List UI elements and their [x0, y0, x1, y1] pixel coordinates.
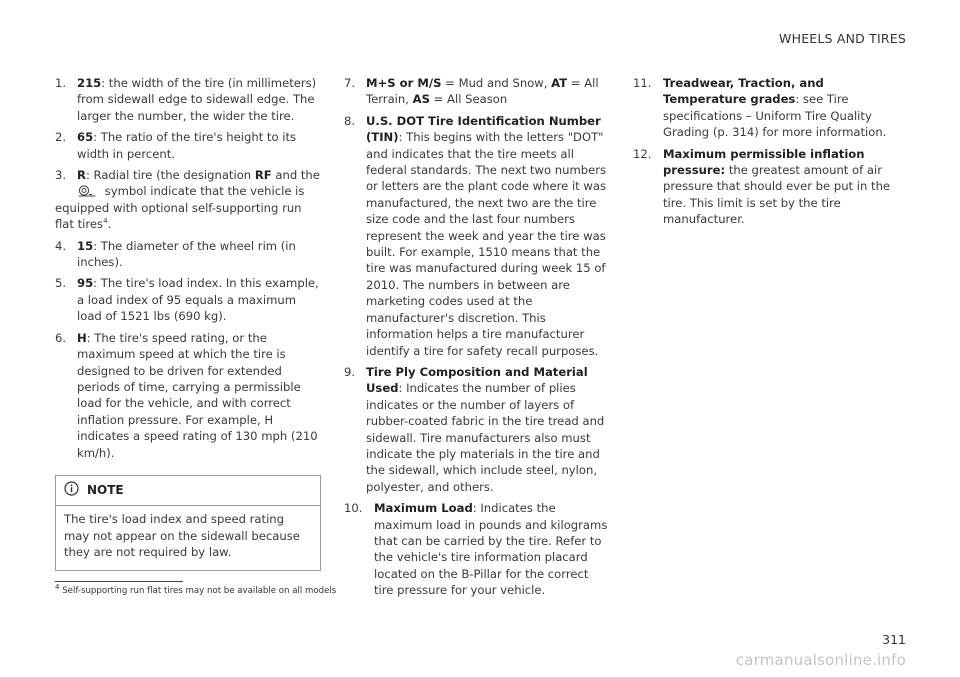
list-item — [344, 500, 611, 598]
note-box — [55, 475, 321, 571]
item-term: 95 — [77, 276, 94, 291]
item-text: : This begins with the letters "DOT" and indicates that the tire meets all federal standards. The next two numbers or letters are the plant code where it was manufactured, the next two are the tire size code and the last four numbers represent the week and year the tire was built. For example, 1510 means that the tire was manufactured during week 15 of 2010. The numbers in between are marketing codes used at the manufacturer's discretion. This information helps a tire manufacturer identify a tire for safety recall purposes. — [366, 130, 607, 358]
item-term: AT — [551, 76, 568, 90]
note-text: The tire's load index and speed rating may not appear on the sidewall because they are not required by law. — [64, 512, 300, 560]
item-text: : The diameter of the wheel rim (in inches). — [77, 238, 296, 270]
item-number: 10. — [344, 501, 363, 516]
item-number: 9. — [344, 364, 356, 379]
section-header: WHEELS AND TIRES — [779, 31, 906, 46]
list-item — [55, 238, 321, 271]
footnote-marker: 4 — [55, 583, 60, 592]
item-text: the greatest amount of air pressure that should ever be put in the tire. This limit is set by the tire manufacturer. — [663, 163, 891, 227]
item-continuation — [55, 183, 321, 232]
list-item — [55, 167, 321, 233]
footnote — [55, 583, 337, 597]
item-number: 5. — [55, 276, 67, 291]
item-number: 3. — [55, 168, 67, 183]
list-item — [55, 275, 321, 324]
item-text: : Radial tire (the designation — [85, 168, 255, 183]
list-item — [55, 129, 321, 162]
item-number: 11. — [633, 76, 652, 90]
item-number: 6. — [55, 330, 67, 345]
note-header — [56, 476, 320, 506]
item-term: 215 — [77, 76, 102, 90]
item-text: : Indicates the number of plies indicates or the number of layers of rubber-coated fabric in the tire tread and sidewall. Tire manufacturers also must indicate the ply materials in the tire and the sidewall, which include steel, nylon, polyester, and others. — [366, 381, 605, 494]
note-title: NOTE — [87, 483, 124, 498]
item-text: : The tire's speed rating, or the maximum speed at which the tire is designed to be driven for extended periods of time, carrying a permissible load for the vehicle, and with correct inflation pressure. For example, H indicates a speed rating of 130 mph (210 km/h). — [77, 330, 318, 460]
footnote-divider — [55, 581, 183, 582]
list-item — [344, 75, 611, 108]
item-term: 15 — [77, 238, 94, 253]
list-item — [633, 146, 900, 228]
list-item — [55, 75, 321, 124]
item-number: 8. — [344, 113, 356, 128]
item-text: : The tire's load index. In this example, a load index of 95 equals a maximum load of 1521 lbs (690 kg). — [77, 276, 319, 324]
item-text: and the — [271, 168, 320, 183]
item-number: 7. — [344, 76, 356, 90]
list-item — [344, 364, 611, 495]
item-number: 4. — [55, 238, 67, 253]
item-term: Tire Ply Composition and Material Used — [366, 364, 588, 396]
item-term: 65 — [77, 130, 94, 145]
item-term: Maximum Load — [374, 501, 473, 516]
item-term: U.S. DOT Tire Identification Number (TIN) — [366, 113, 601, 145]
footnote-reference: 4 — [103, 217, 108, 226]
item-term: M+S or M/S — [366, 76, 442, 90]
item-number: 1. — [55, 76, 67, 90]
item-text: : Indicates the maximum load in pounds and kilograms that can be carried by the tire. Refer to the vehicle's tire information placard located on the B-Pillar for the correct tire pressure for your vehicle. — [374, 501, 608, 598]
item-term-rf: RF — [254, 168, 272, 183]
column-right — [633, 75, 900, 233]
list-item — [55, 330, 321, 461]
list-item — [633, 75, 900, 141]
item-term: AS — [412, 92, 430, 107]
item-text: = All Terrain, — [366, 76, 599, 107]
item-term: H — [77, 330, 87, 345]
item-term: Maximum permissible inflation pressure: — [663, 146, 865, 178]
item-text: : the width of the tire (in millimeters) from sidewall edge to sidewall edge. The larger the number, the wider the tire. — [77, 76, 317, 123]
item-text: . — [107, 217, 112, 232]
item-text: : The ratio of the tire's height to its width in percent. — [77, 130, 297, 161]
info-icon — [64, 481, 79, 500]
footnote-text: Self-supporting run flat tires may not be available on all models — [59, 586, 337, 596]
item-number: 12. — [633, 146, 652, 161]
item-number: 2. — [55, 130, 67, 145]
item-term: Treadwear, Traction, and Temperature grades — [663, 76, 824, 107]
item-text: symbol indicate that the vehicle is equipped with optional self-supporting run flat tires — [55, 184, 305, 232]
item-text: : see Tire specifications – Uniform Tire Quality Grading (p. 314) for more information. — [663, 92, 887, 140]
list-item — [344, 113, 611, 359]
column-middle — [344, 75, 611, 604]
column-left — [55, 75, 321, 571]
item-term: R — [77, 168, 86, 183]
page-number: 311 — [882, 632, 906, 647]
item-text: = Mud and Snow, — [441, 76, 552, 90]
run-flat-tire-icon — [77, 185, 97, 197]
watermark: carmanualsonline.info — [735, 651, 906, 669]
item-text: = All Season — [429, 92, 508, 107]
